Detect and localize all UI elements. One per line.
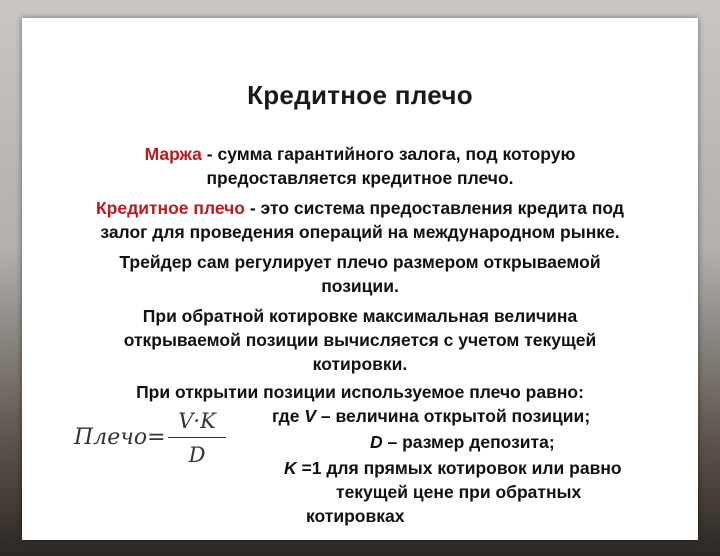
explain-k: [284, 456, 622, 480]
trader-line-1: Трейдер сам регулирует плечо размером открываемой: [119, 252, 601, 272]
trader-line-2: позиции.: [321, 276, 399, 296]
formula-numerator: V·K: [178, 409, 216, 433]
reverse-line-3: котировки.: [312, 354, 408, 374]
fraction-bar: [168, 437, 226, 438]
margin-definition: [62, 142, 658, 190]
slide-title: Кредитное плечо: [247, 80, 473, 110]
reverse-line-1: При обратной котировке максимальная величина: [142, 306, 578, 326]
opening-line: При открытии позиции используемое плечо равно:: [136, 382, 584, 402]
reverse-line-2: открываемой позиции вычисляется с учетом текущей: [123, 330, 597, 350]
margin-line-1: [62, 142, 658, 166]
formula-denominator: D: [188, 443, 206, 467]
leverage-def-1: - это система предоставления кредита под: [245, 198, 624, 218]
reverse-quote-paragraph: [62, 304, 658, 376]
leverage-definition: [62, 196, 658, 244]
trader-paragraph: [62, 250, 658, 298]
explain-v-prefix: где: [272, 406, 305, 426]
explain-d-text: – размер депозита;: [382, 432, 555, 452]
margin-def-1: - сумма гарантийного залога, под которую: [201, 144, 576, 164]
margin-def-2: предоставляется кредитное плечо.: [206, 168, 514, 188]
margin-term: Маржа: [144, 144, 202, 164]
explain-d: [370, 430, 555, 454]
slide: [22, 18, 698, 540]
leverage-formula: [74, 406, 274, 476]
explain-v-text: – величина открытой позиции;: [316, 406, 591, 426]
formula-fraction: [168, 408, 226, 468]
explain-k-var: K: [284, 458, 297, 478]
leverage-term: Кредитное плечо: [96, 198, 245, 218]
explain-k-line-3: котировках: [306, 506, 405, 526]
leverage-def-2: залог для проведения операций на международном рынке.: [100, 222, 620, 242]
explain-d-var: D: [370, 432, 383, 452]
formula-lhs: Плечо=: [74, 425, 166, 450]
explain-k-text: =1 для прямых котировок или равно: [296, 458, 622, 478]
explain-v: [272, 404, 590, 428]
explain-k-line-2: текущей цене при обратных: [336, 482, 582, 502]
leverage-line-1: [62, 196, 658, 220]
explain-v-var: V: [304, 406, 317, 426]
